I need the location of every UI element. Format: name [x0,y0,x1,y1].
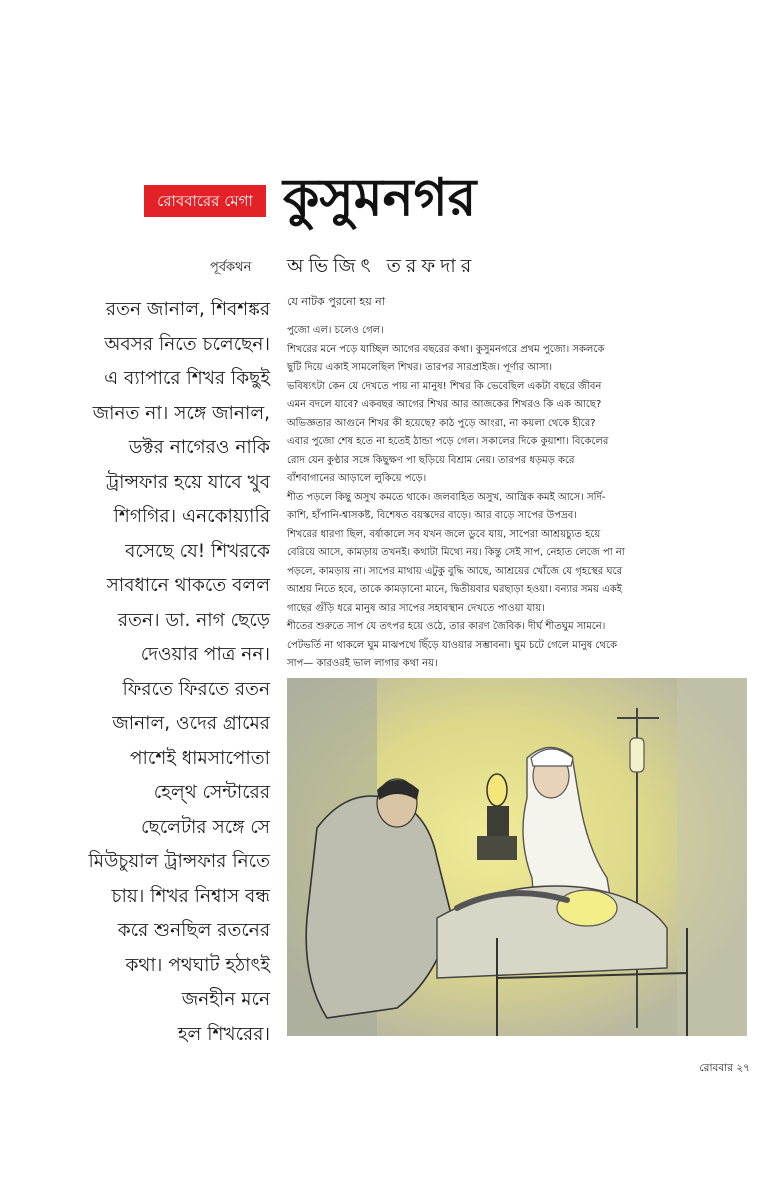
body-line: ছুটি দিয়ে একাই সামলেছিল শিখর। তারপর সারপ্রাইজ। পূর্ণার আসা। [287,362,553,373]
body-line: অভিজ্ঞতার আগুনে শিখর কী হয়েছে? কাঠ পুড়ে আংরা, না কয়লা থেকে হীরে? [287,417,596,429]
author-name: অভিজিৎ তরফদার [287,255,477,277]
summary-line: অবসর নিতে চলেছেন। [104,333,270,355]
series-tag: রোববারের মেগা [144,185,266,217]
body-line: শীত পড়লে কিছু অসুখ কমতে থাকে। জলবাহিত অসুখ, আন্ত্রিক কমই আসে। সর্দি- [287,491,606,503]
body-line: সাপ— কারওরই ভাল লাগার কথা নয়। [287,658,438,669]
summary-line: দেওয়ার পাত্র নন। [140,644,270,665]
body-line: এমন বদলে যাবে? একবছর আগের শিখর আর আজকের শিখরও কি এক আছে? [287,399,602,410]
summary-line: ফিরতে ফিরতে রতন [122,678,270,700]
body-line: শিখরের ধারণা ছিল, বর্ষাকালে সব যখন জলে ডুবে যায়, সাপেরা আশ্রয়চ্যুত হয়ে [287,528,601,540]
summary-line: ছেলেটার সঙ্গে সে [141,816,270,838]
summary-line: কথা। পথঘাট হঠাৎই [125,954,270,976]
summary-line: মিউচুয়াল ট্রান্সফার নিতে [88,851,270,872]
summary-line: করে শুনছিল রতনের [117,920,270,941]
summary-line: রতন জানাল, শিবশঙ্কর [105,299,270,320]
story-body [287,322,747,674]
summary-line: ট্রান্সফার হয়ে যাবে খুব [105,471,270,493]
summary-line: পাশেই ধামসাপোতা [130,747,270,769]
body-line: রোদ যেন কুণ্ঠার সঙ্গে কিছুক্ষণ পা ছড়িয়ে বিশ্রাম নেয়। তারপর ধড়মড় করে [287,454,575,466]
summary-line: হল শিখরের। [177,1023,270,1045]
body-line: বেরিয়ে আসে, কামড়ায় তখনই। কথাটা মিথ্যে নয়। কিন্তু সেই সাপ, নেহাত লেজে পা না [287,547,625,558]
summary-line: জানত না। সঙ্গে জানাল, [92,402,270,424]
body-line: আশ্রয় নিতে হবে, তাকে কামড়ানো মানে, দ্বিতীয়বার ঘরছাড়া হওয়া। বন্যার সময় একই [287,584,622,595]
prelude-label: পূর্বকথন [210,260,252,275]
patient-head [557,890,617,926]
summary-line: ডক্টর নাগেরও নাকি [128,437,270,458]
summary-line: সাবধানে থাকতে বলল [106,575,270,596]
summary-line: শিগগির। এনকোয়্যারি [113,506,270,527]
body-line: পেটভর্তি না থাকলে ঘুম মাঝপথে ছিঁড়ে যাওয়ার সম্ভাবনা। ঘুম চটে গেলে মানুষ থেকে [287,639,617,651]
summary-line: জানাল, ওদের গ্রামের [112,713,270,734]
iv-bottle [630,738,644,772]
page-folio: রোববার ২৭ [699,1062,750,1074]
lantern [487,774,507,806]
summary-line: জনহীন মনে [181,989,270,1010]
summary-line: চায়। শিখর নিশ্বাস বন্ধ [111,885,270,907]
story-title: কুসুমনগর [283,168,477,228]
summary-line: এ ব্যাপারে শিখর কিছুই [104,368,270,389]
body-line: বাঁশবাগানের আড়ালে লুকিয়ে পড়ে। [287,473,427,484]
body-line: কাশি, হাঁপানি-শ্বাসকষ্ট, বিশেষত বয়স্কদের বাড়ে। আর বাড়ে সাপের উপদ্রব। [287,510,577,521]
body-line: পড়লে, কামড়ায় না। সাপের মাথায় এটুকু বুদ্ধি আছে, আশ্রয়ের খোঁজে যে গৃহস্থের ঘরে [287,565,623,577]
body-line: এবার পুজো শেষ হতে না হতেই ঠান্ডা পড়ে গেল। সকালের দিকে কুয়াশা। বিকেলের [287,436,609,447]
summary-line: হেল্‌থ সেন্টারের [153,782,270,803]
summary-line: বসেছে যে! শিখরকে [125,540,270,562]
body-line: শিখরের মনে পড়ে যাচ্ছিল আগের বছরের কথা। কুসুমনগরে প্রথম পুজো। সকলকে [287,343,605,355]
body-line: ভবিষ্যৎটা কেন যে দেখতে পায় না মানুষ! শিখর কি ভেবেছিল একটা বছরে জীবন [287,380,602,392]
body-line: গাছের গুঁড়ি ধরে মানুষ আর সাপের সহাবস্থান দেখতে পাওয়া যায়। [287,602,545,614]
summary-line: রতন। ডা. নাগ ছেড়ে [117,609,270,631]
hospital-scene-illustration [287,678,747,1036]
body-line: পুজো এল। চলেও গেল। [287,325,384,336]
body-line: শীতের শুরুতে সাপ যে তৎপর হয়ে ওঠে, তার কারণ জৈবিক। দীর্ঘ শীতঘুম সামনে। [287,621,606,632]
previous-summary [24,293,270,1052]
section-heading: যে নাটক পুরনো হয় না [287,295,385,308]
